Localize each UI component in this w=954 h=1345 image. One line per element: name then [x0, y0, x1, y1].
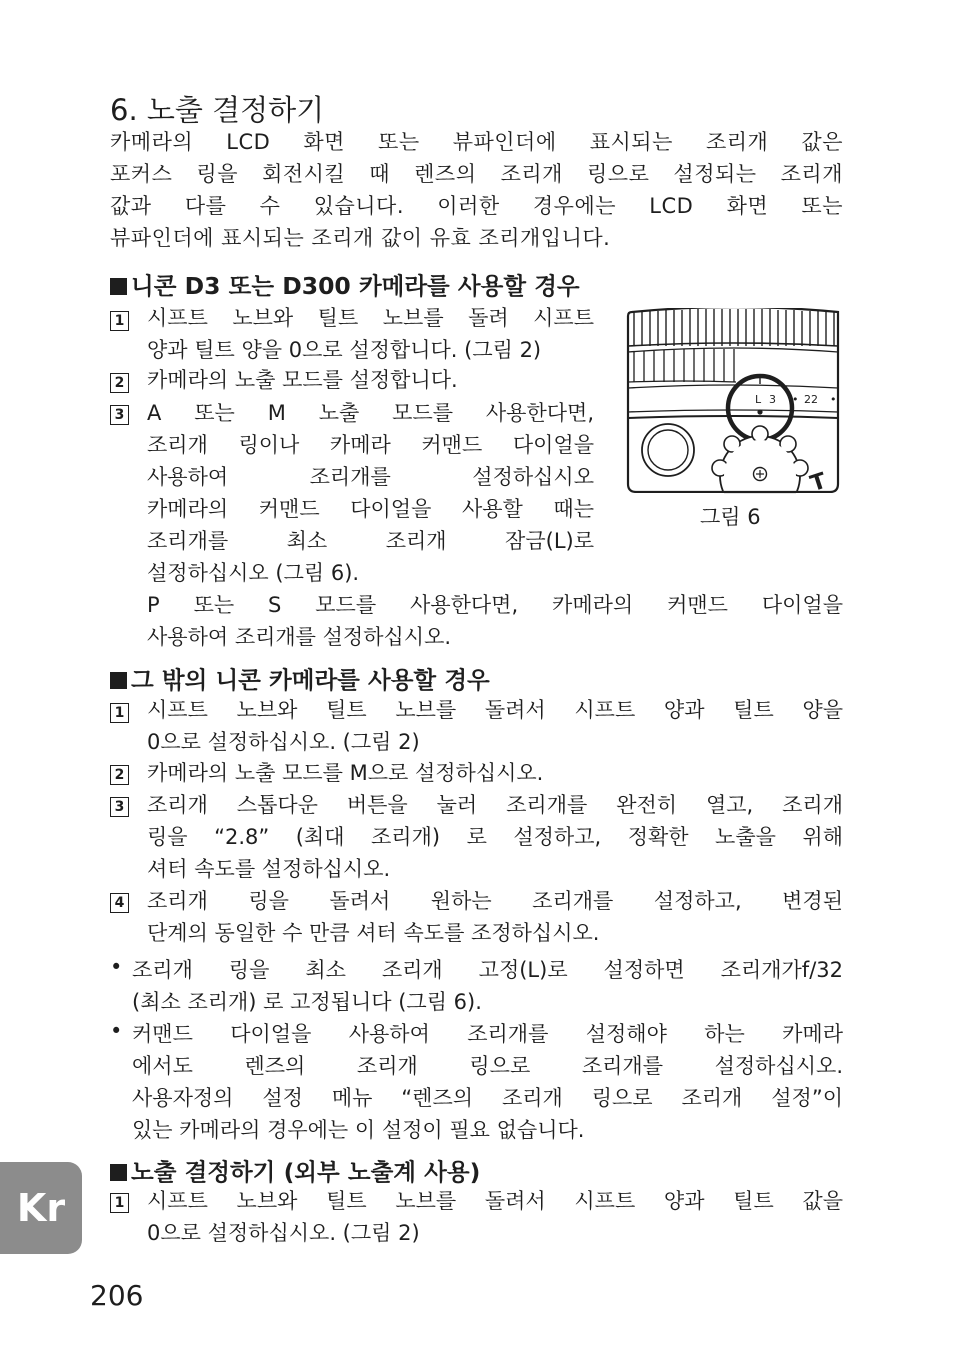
intro-line: 포커스 링을 회전시킬 때 렌즈의 조리개 링으로 설정되는 조리개 — [110, 162, 843, 186]
bullet-icon: • — [110, 955, 123, 979]
sec1-heading-text: 니콘 D3 또는 D300 카메라를 사용할 경우 — [131, 272, 580, 300]
sec2-step2-line: 카메라의 노출 모드를 M으로 설정하십시오. — [147, 761, 544, 785]
sec2-bullet2-line: 있는 카메라의 경우에는 이 설정이 필요 없습니다. — [132, 1118, 585, 1142]
sec1-step3-line: 설정하십시오 (그림 6). — [147, 561, 360, 585]
intro-line: 카메라의 LCD 화면 또는 뷰파인더에 표시되는 조리개 값은 — [110, 130, 843, 154]
step-number-box: 3 — [110, 797, 129, 817]
sec2-heading — [110, 661, 490, 695]
aperture-ring-l-mark: L — [755, 393, 762, 406]
sec1-step3-line: 사용하여 조리개를 설정하십시오 — [147, 465, 594, 489]
sec2-step4-line: 조리개 링을 돌려서 원하는 조리개를 설정하고, 변경된 — [147, 889, 843, 913]
intro-line: 뷰파인더에 표시되는 조리개 값이 유효 조리개입니다. — [110, 226, 611, 250]
intro-paragraph — [110, 126, 843, 254]
aperture-ring-dot-mark: • — [792, 393, 799, 406]
sec2-bullet2-line: 에서도 렌즈의 조리개 링으로 조리개를 설정하십시오. — [132, 1054, 843, 1078]
sec3-heading-text: 노출 결정하기 (외부 노출계 사용) — [131, 1158, 481, 1186]
figure-6-caption: 그림 6 — [700, 505, 761, 529]
step-number-box: 2 — [110, 765, 129, 785]
step-number-box: 2 — [110, 373, 129, 393]
section-title: 6. 노출 결정하기 — [110, 93, 325, 127]
step-number-box: 1 — [110, 311, 129, 331]
sec2-step3-line: 링을 “2.8” (최대 조리개) 로 설정하고, 정확한 노출을 위해 — [147, 825, 843, 849]
tilt-knob-letter: T — [807, 468, 830, 496]
sec3-heading — [110, 1153, 480, 1187]
sec3-step1-line: 0으로 설정하십시오. (그림 2) — [147, 1221, 420, 1245]
sec1-step2-line: 카메라의 노출 모드를 설정합니다. — [147, 368, 458, 392]
sec1-step3-line: 카메라의 커맨드 다이얼을 사용할 때는 — [147, 497, 594, 521]
bullet-icon: • — [110, 1019, 123, 1043]
page-number: 206 — [90, 1279, 144, 1312]
sec1-step1-line: 시프트 노브와 틸트 노브를 돌려 시프트 — [147, 306, 594, 330]
aperture-ring-22-mark: 22 — [804, 393, 818, 406]
step-number-box: 1 — [110, 703, 129, 723]
step-number-box: 3 — [110, 405, 129, 425]
figure-6-illustration — [624, 308, 844, 496]
language-tab: Kr — [0, 1162, 82, 1254]
sec2-bullet1-line: (최소 조리개) 로 고정됩니다 (그림 6). — [132, 990, 482, 1014]
sec2-bullet1-line: 조리개 링을 최소 조리개 고정(L)로 설정하면 조리개가f/32 — [132, 958, 843, 982]
sec2-step1-line: 시프트 노브와 틸트 노브를 돌려서 시프트 양과 틸트 양을 — [147, 698, 843, 722]
step-number-box: 4 — [110, 893, 129, 913]
sec1-heading — [110, 267, 580, 301]
sec3-step1-line: 시프트 노브와 틸트 노브를 돌려서 시프트 양과 틸트 값을 — [147, 1189, 843, 1213]
sec2-step3-line: 셔터 속도를 설정하십시오. — [147, 857, 391, 881]
aperture-ring-dot-mark: • — [830, 393, 837, 406]
lens-aperture-ring-diagram — [624, 308, 844, 496]
square-bullet-icon — [110, 278, 127, 295]
sec2-step1-line: 0으로 설정하십시오. (그림 2) — [147, 730, 420, 754]
sec2-bullet2-line: 커맨드 다이얼을 사용하여 조리개를 설정해야 하는 카메라 — [132, 1022, 843, 1046]
sec1-step1-line: 양과 틸트 양을 0으로 설정합니다. (그림 2) — [147, 338, 542, 362]
aperture-ring-3-mark: 3 — [769, 393, 776, 406]
sec1-step3-line: P 또는 S 모드를 사용한다면, 카메라의 커맨드 다이얼을 — [147, 593, 843, 617]
sec1-step3-line: 조리개 링이나 카메라 커맨드 다이얼을 — [147, 433, 594, 457]
sec2-heading-text: 그 밖의 니콘 카메라를 사용할 경우 — [131, 666, 490, 694]
sec1-step3-line: 사용하여 조리개를 설정하십시오. — [147, 625, 452, 649]
sec2-step4-line: 단계의 동일한 수 만큼 셔터 속도를 조정하십시오. — [147, 921, 600, 945]
sec1-step3-line: 조리개를 최소 조리개 잠금(L)로 — [147, 529, 594, 553]
step-number-box: 1 — [110, 1193, 129, 1213]
square-bullet-icon — [110, 1164, 127, 1181]
intro-line: 값과 다를 수 있습니다. 이러한 경우에는 LCD 화면 또는 — [110, 194, 843, 218]
sec2-step3-line: 조리개 스톱다운 버튼을 눌러 조리개를 완전히 열고, 조리개 — [147, 793, 843, 817]
square-bullet-icon — [110, 672, 127, 689]
sec1-step3-line: A 또는 M 노출 모드를 사용한다면, — [147, 401, 594, 425]
sec2-bullet2-line: 사용자정의 설정 메뉴 “렌즈의 조리개 링으로 조리개 설정”이 — [132, 1086, 843, 1110]
